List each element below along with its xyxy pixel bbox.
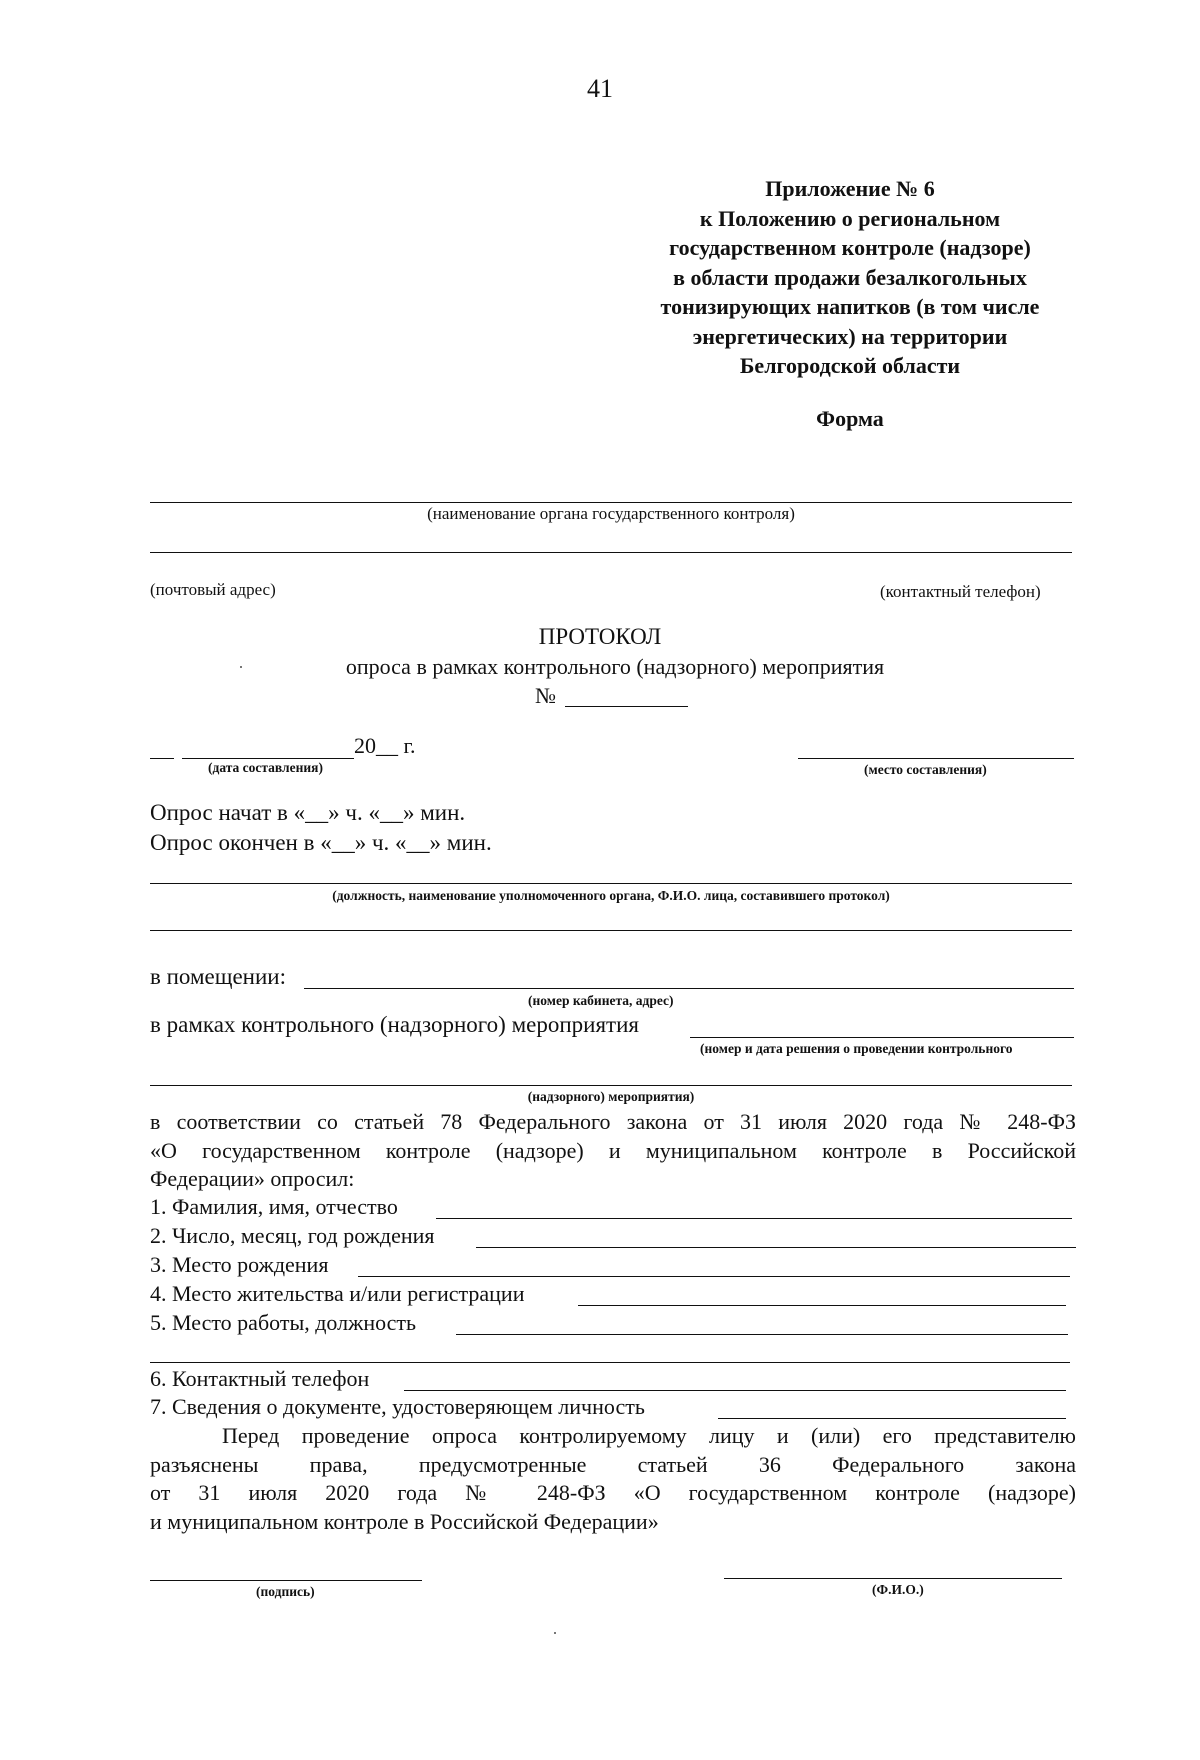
- item-full-name-label: 1. Фамилия, имя, отчество: [150, 1194, 398, 1219]
- rights-line: Перед проведение опроса контролируемому лицу и (или) его представителю: [222, 1423, 1076, 1448]
- protocol-subtitle: опроса в рамках контрольного (надзорного) мероприятия: [345, 654, 885, 679]
- item-workplace-label: 5. Место работы, должность: [150, 1310, 417, 1335]
- item-birth-place-line: [358, 1276, 1070, 1277]
- protocol-number-line: [565, 706, 688, 707]
- item-birth-date-line: [476, 1247, 1076, 1248]
- premises-label: в помещении:: [150, 964, 286, 989]
- survey-end-time: Опрос окончен в «__» ч. «__» мин.: [150, 830, 492, 855]
- item-workplace-line-2: [150, 1362, 1070, 1363]
- appendix-header: [590, 174, 1110, 381]
- item-id-document-line: [718, 1418, 1066, 1419]
- organ-name-caption: (наименование органа государственного контроля): [427, 504, 795, 523]
- appendix-line: в области продажи безалкогольных: [673, 264, 1027, 290]
- page-number: 41: [587, 74, 613, 103]
- official-line: [150, 883, 1072, 884]
- rights-line: разъяснены права, предусмотренные статьей 36 Федерального закона: [150, 1451, 1076, 1477]
- month-line: [182, 758, 354, 759]
- appendix-line: к Положению о региональном: [699, 205, 1001, 231]
- contact-phone-caption: (контактный телефон): [880, 582, 1041, 601]
- address-line: [150, 552, 1072, 553]
- year-text: 20__ г.: [354, 733, 416, 758]
- organ-name-line: [150, 502, 1072, 503]
- event-line: [690, 1037, 1074, 1038]
- event-label: в рамках контрольного (надзорного) мероприятия: [150, 1012, 639, 1037]
- rights-paragraph: [150, 1422, 1076, 1536]
- place-line: [798, 758, 1074, 759]
- item-phone-label: 6. Контактный телефон: [150, 1366, 370, 1391]
- rights-line: от 31 июля 2020 года № 248-ФЗ «О государственном контроле (надзоре): [150, 1480, 1076, 1505]
- item-birth-date-label: 2. Число, месяц, год рождения: [150, 1223, 435, 1248]
- item-workplace-line: [456, 1334, 1068, 1335]
- law-line: Федерации» опросил:: [150, 1166, 355, 1191]
- official-line-2: [150, 930, 1072, 931]
- place-caption: (место составления): [864, 762, 987, 777]
- scan-speck: [240, 666, 242, 668]
- day-line: [150, 758, 174, 759]
- event-caption-2: (надзорного) мероприятия): [527, 1089, 695, 1104]
- survey-start-time: Опрос начат в «__» ч. «__» мин.: [150, 800, 466, 825]
- law-line: «О государственном контроле (надзоре) и муниципальном контроле в Российской: [150, 1137, 1076, 1163]
- signature-line: [150, 1580, 422, 1581]
- item-residence-label: 4. Место жительства и/или регистрации: [150, 1281, 525, 1306]
- appendix-line: государственном контроле (надзоре): [669, 235, 1031, 260]
- signature-caption: (подпись): [256, 1584, 315, 1599]
- item-id-document-label: 7. Сведения о документе, удостоверяющем личность: [150, 1394, 645, 1419]
- law-paragraph: [150, 1108, 1076, 1194]
- rights-line: и муниципальном контроле в Российской Федерации»: [150, 1508, 659, 1534]
- appendix-line: тонизирующих напитков (в том числе: [660, 294, 1040, 319]
- official-caption: (должность, наименование уполномоченного органа, Ф.И.О. лица, составившего протокол): [332, 888, 890, 903]
- appendix-line: Приложение № 6: [765, 176, 935, 201]
- premises-line: [304, 988, 1074, 989]
- date-caption: (дата составления): [208, 760, 323, 775]
- item-residence-line: [578, 1305, 1066, 1306]
- appendix-line: энергетических) на территории: [692, 323, 1008, 349]
- protocol-title: ПРОТОКОЛ: [538, 624, 662, 649]
- postal-address-caption: (почтовый адрес): [150, 580, 276, 599]
- law-line: в соответствии со статьей 78 Федерального закона от 31 июля 2020 года № 248-ФЗ: [150, 1109, 1076, 1134]
- full-name-line: [724, 1578, 1062, 1579]
- item-full-name-line: [436, 1218, 1072, 1219]
- full-name-caption: (Ф.И.О.): [872, 1582, 924, 1597]
- protocol-number-label: №: [535, 683, 556, 708]
- item-birth-place-label: 3. Место рождения: [150, 1252, 329, 1277]
- premises-caption: (номер кабинета, адрес): [528, 993, 674, 1008]
- form-label: Форма: [816, 406, 884, 431]
- appendix-line: Белгородской области: [739, 353, 961, 378]
- scan-speck: [554, 1632, 556, 1634]
- item-phone-line: [404, 1390, 1066, 1391]
- event-line-2: [150, 1085, 1072, 1086]
- event-caption-1: (номер и дата решения о проведении контрольного: [700, 1041, 1013, 1056]
